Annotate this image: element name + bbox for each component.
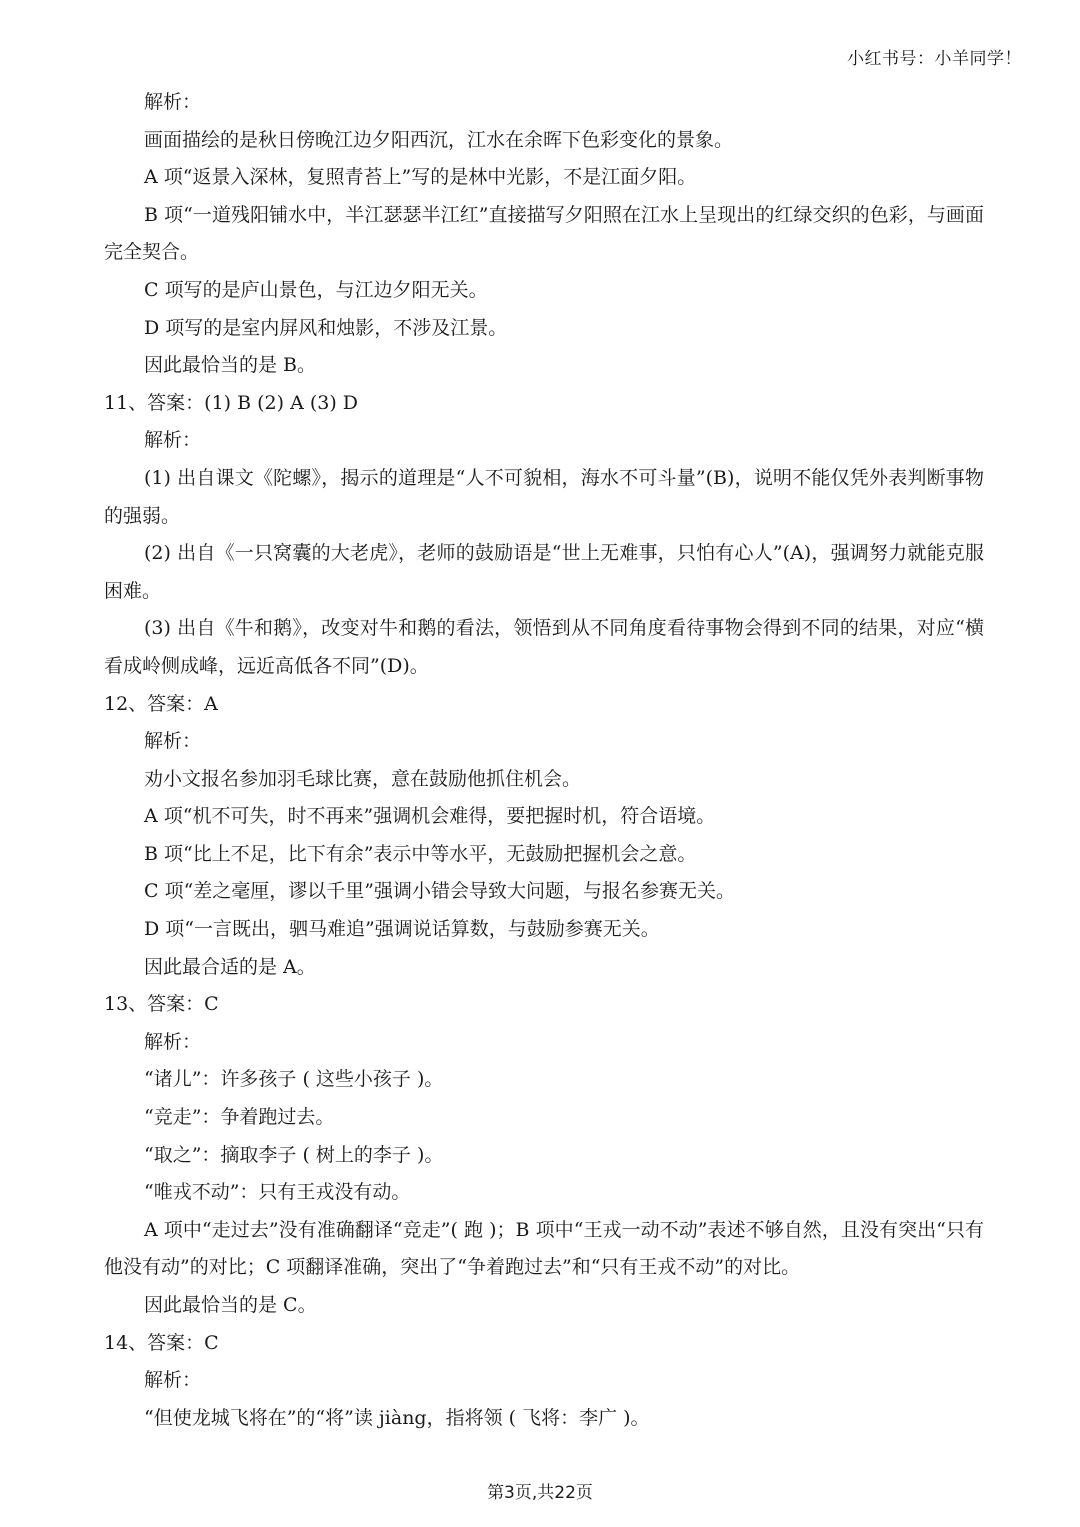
q13-gloss-1: “诸儿”：许多孩子 ( 这些小孩子 )。 bbox=[144, 1068, 444, 1091]
q13-analysis-label: 解析： bbox=[144, 1030, 202, 1053]
q11-analysis-label: 解析： bbox=[144, 429, 202, 452]
q14-analysis-label: 解析： bbox=[144, 1369, 202, 1392]
q13-conclusion: 因此最恰当的是 C。 bbox=[144, 1294, 317, 1316]
q13-gloss-4: “唯戎不动”：只有王戎没有动。 bbox=[144, 1181, 411, 1204]
q12-option-d: D 项“一言既出，驷马难追”强调说话算数，与鼓励参赛无关。 bbox=[144, 918, 660, 941]
q14-answer: 14、答案：C bbox=[104, 1331, 219, 1354]
q11-part-1: (1) 出自课文《陀螺》，揭示的道理是“人不可貌相，海水不可斗量”(B)，说明不能仅凭外表判断事物的强弱。 bbox=[104, 466, 984, 527]
q12-analysis-label: 解析： bbox=[144, 730, 202, 753]
q13-gloss-2: “竞走”：争着跑过去。 bbox=[144, 1106, 335, 1129]
page-number: 第3页,共22页 bbox=[487, 1483, 593, 1503]
q10-conclusion: 因此最恰当的是 B。 bbox=[144, 354, 317, 377]
q11-part-2: (2) 出自《一只窝囊的大老虎》，老师的鼓励语是“世上无难事，只怕有心人”(A)，强调努力就能克服困难。 bbox=[104, 542, 984, 602]
q12-answer: 12、答案：A bbox=[104, 692, 218, 715]
q14-analysis-line: “但使龙城飞将在”的“将”读 jiàng，指将领 ( 飞将：李广 )。 bbox=[144, 1406, 650, 1429]
q12-option-c: C 项“差之毫厘，谬以千里”强调小错会导致大问题，与报名参赛无关。 bbox=[144, 880, 736, 903]
q11-answer: 11、答案：(1) B (2) A (3) D bbox=[104, 391, 359, 414]
document-body bbox=[104, 84, 984, 1437]
q12-analysis-line: 劝小文报名参加羽毛球比赛，意在鼓励他抓住机会。 bbox=[144, 767, 582, 790]
q10-analysis-label: 解析： bbox=[144, 91, 202, 113]
q12-conclusion: 因此最合适的是 A。 bbox=[144, 955, 316, 978]
q10-option-c: C 项写的是庐山景色，与江边夕阳无关。 bbox=[144, 278, 488, 301]
q10-option-b: B 项“一道残阳铺水中，半江瑟瑟半江红”直接描写夕阳照在江水上呈现出的红绿交织的色彩，与画面完全契合。 bbox=[104, 203, 984, 264]
q13-answer: 13、答案：C bbox=[104, 993, 219, 1016]
q12-option-b: B 项“比上不足，比下有余”表示中等水平，无鼓励把握机会之意。 bbox=[144, 842, 697, 865]
q12-option-a: A 项“机不可失，时不再来”强调机会难得，要把握时机，符合语境。 bbox=[144, 805, 716, 828]
q10-analysis-line: 画面描绘的是秋日傍晚江边夕阳西沉，江水在余晖下色彩变化的景象。 bbox=[144, 128, 734, 151]
q13-gloss-3: “取之”：摘取李子 ( 树上的李子 )。 bbox=[144, 1143, 444, 1166]
q11-part-3: (3) 出自《牛和鹅》，改变对牛和鹅的看法，领悟到从不同角度看待事物会得到不同的结果，对应“横看成岭侧成峰，远近高低各不同”(D)。 bbox=[104, 617, 984, 677]
q10-option-a: A 项“返景入深林，复照青苔上”写的是林中光影，不是江面夕阳。 bbox=[144, 166, 697, 189]
header-watermark: 小红书号：小羊同学！ bbox=[847, 49, 1022, 69]
q10-option-d: D 项写的是室内屏风和烛影，不涉及江景。 bbox=[144, 316, 508, 339]
q13-comparison: A 项中“走过去”没有准确翻译“竞走”( 跑 )；B 项中“王戎一动不动”表述不够自然，且没有突出“只有他没有动”的对比；C 项翻译准确，突出了“争着跑过去”和“只有王戎不动”的对比。 bbox=[104, 1218, 984, 1279]
